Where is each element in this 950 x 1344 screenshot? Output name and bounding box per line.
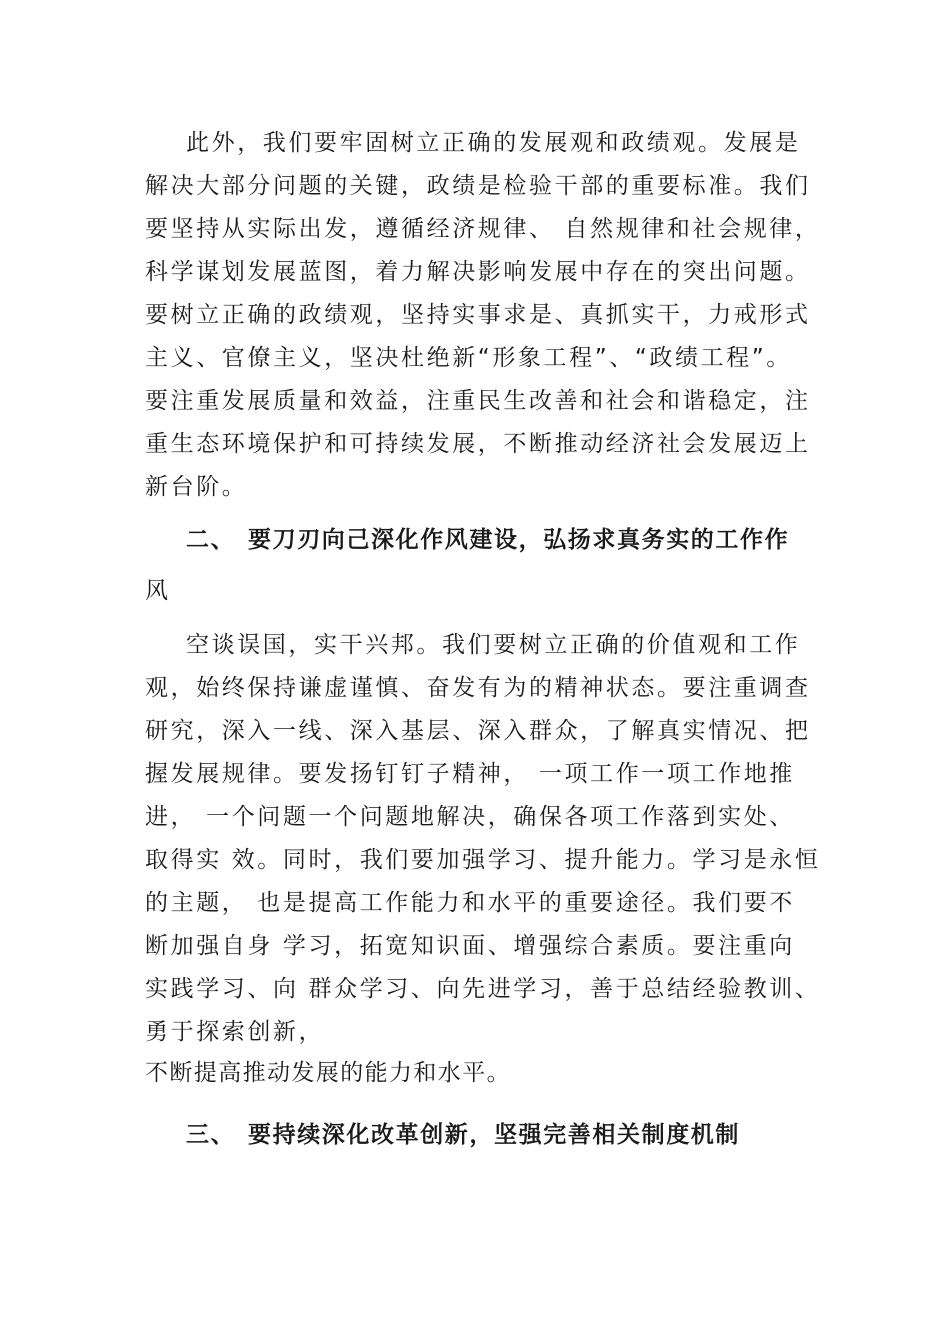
paragraph-line: 实践学习、向 群众学习、向先进学习，善于总结经验教训、 [145, 976, 821, 1002]
section-heading-2 [186, 525, 789, 555]
heading-number: 二、 [186, 527, 236, 553]
paragraph-line: 科学谋划发展蓝图，着力解决影响发展中存在的突出问题。 [145, 259, 811, 285]
paragraph-line: 重生态环境保护和可持续发展，不断推动经济社会发展迈上 [145, 431, 811, 457]
heading-text: 要持续深化改革创新，坚强完善相关制度机制 [248, 1122, 740, 1148]
paragraph-line: 观，始终保持谦虚谨慎、奋发有为的精神状态。要注重调查 [145, 675, 811, 701]
paragraph-line: 进， 一个问题一个问题地解决，确保各项工作落到实处、 [145, 804, 795, 830]
paragraph-line: 空谈误国，实干兴邦。我们要树立正确的价值观和工作 [186, 632, 801, 658]
paragraph-line: 要树立正确的政绩观，坚持实事求是、真抓实干，力戒形式 [145, 302, 811, 328]
paragraph-line: 要坚持从实际出发，遵循经济规律、 自然规律和社会规律， [145, 216, 821, 242]
section-heading-3 [186, 1120, 740, 1150]
paragraph-line: 主义、官僚主义，坚决杜绝新“形象工程”、“政绩工程”。 [145, 345, 792, 371]
heading-text: 要刀刃向己深化作风建设，弘扬求真务实的工作作 [248, 527, 790, 553]
paragraph-line: 取得实 效。同时，我们要加强学习、提升能力。学习是永恒 [145, 847, 821, 873]
paragraph-line: 断加强自身 学习，拓宽知识面、增强综合素质。要注重向 [145, 933, 795, 959]
paragraph-line: 解决大部分问题的关键，政绩是检验干部的重要标准。我们 [145, 173, 811, 199]
paragraph-line: 不断提高推动发展的能力和水平。 [145, 1060, 511, 1086]
paragraph-line: 研究，深入一线、深入基层、深入群众，了解真实情况、把 [145, 718, 811, 744]
paragraph-line: 要注重发展质量和效益，注重民生改善和社会和谐稳定，注 [145, 388, 811, 414]
heading-number: 三、 [186, 1122, 236, 1148]
paragraph-line: 勇于探索创新， [145, 1019, 325, 1045]
paragraph-line: 的主题， 也是提高工作能力和水平的重要途径。我们要不 [145, 890, 795, 916]
heading-continuation: 风 [145, 578, 168, 604]
paragraph-line: 新台阶。 [145, 474, 248, 500]
paragraph-line: 此外，我们要牢固树立正确的发展观和政绩观。发展是 [186, 130, 801, 156]
paragraph-line: 握发展规律。要发扬钉钉子精神， 一项工作一项工作地推 [145, 761, 795, 787]
